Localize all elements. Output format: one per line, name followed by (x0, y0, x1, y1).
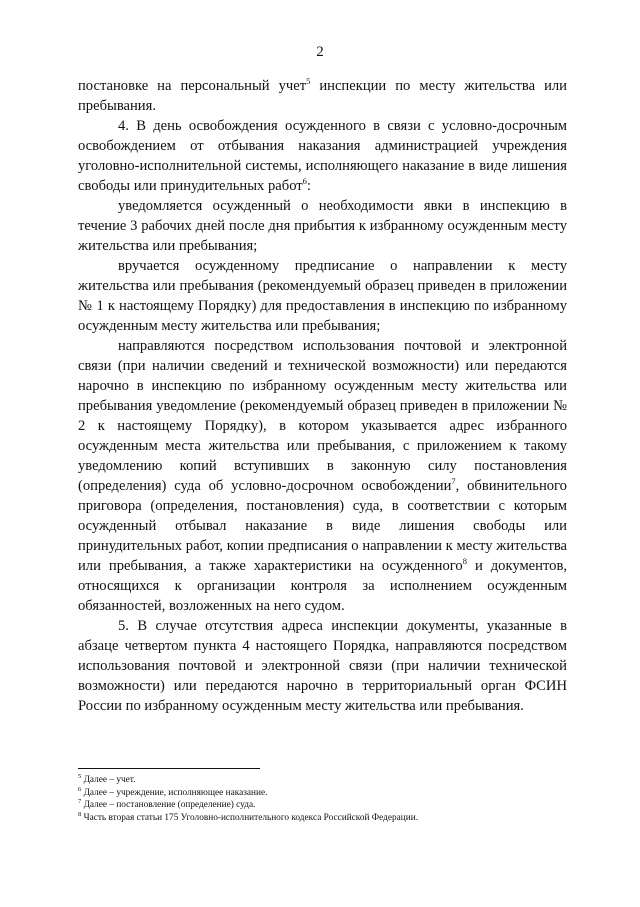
paragraph-text: и документов, относящихся к организации контроля за исполнением осужденным обязанностей, возложенных на него судом. (78, 558, 567, 614)
footnote (78, 774, 567, 787)
paragraph-text: 4. В день освобождения осужденного в связи с условно-досрочным освобождением от отбывания наказания администрацией учреждения уголовно-исполнительной системы, исполняющего наказание в виде лишения свободы или принудительных работ (78, 118, 567, 194)
document-body (78, 76, 567, 716)
paragraph (78, 256, 567, 336)
footnote-number: 7 (78, 797, 82, 805)
paragraph-text: , обвинительного приговора (определения, постановления) суда, в соответствии с которым осужденный отбывал наказание в виде лишения свободы или принудительных работ, копии предписания о направлении к месту жительства или пребывания, а также характеристики на осужденного (78, 478, 567, 574)
paragraph-text: : (306, 178, 311, 194)
footnote-text: Далее – учреждение, исполняющее наказание. (81, 787, 268, 798)
footnote (78, 787, 567, 800)
paragraph (78, 196, 567, 256)
footnote-text: Далее – постановление (определение) суда. (81, 800, 256, 810)
paragraph-text: 5. В случае отсутствия адреса инспекции документы, указанные в абзаце четвертом пункта 4 настоящего Порядка, направляются посредством использования почтовой и электронной связи (при наличии технической возможности) или передаются нарочно в территориальный орган ФСИН России по избранному осужденным месту жительства или пребывания. (78, 618, 567, 714)
paragraph (78, 76, 567, 116)
footnote-number: 5 (78, 772, 82, 780)
footnote-ref: 7 (451, 476, 456, 487)
footnote-divider (78, 768, 260, 769)
footnote (78, 812, 567, 825)
footnote-number: 8 (78, 810, 82, 818)
paragraph-text: инспекции по месту жительства или пребывания. (78, 78, 567, 114)
page-number: 2 (316, 44, 324, 60)
footnote-ref: 6 (302, 176, 307, 187)
footnote-number: 6 (78, 785, 82, 793)
paragraph-text: уведомляется осужденный о необходимости явки в инспекцию в течение 3 рабочих дней после дня прибытия к избранному осужденным месту жительства или пребывания; (78, 198, 567, 254)
paragraph-text: вручается осужденному предписание о направлении к месту жительства или пребывания (рекомендуемый образец приведен в приложении № 1 к настоящему Порядку) для предоставления в инспекцию по избранному осужденным месту жительства или пребывания; (78, 258, 567, 334)
paragraph (78, 616, 567, 716)
footnote-ref: 5 (306, 76, 311, 87)
footnote-text: Часть вторая статьи 175 Уголовно-исполнительного кодекса Российской Федерации. (81, 812, 419, 823)
footnote-ref: 8 (462, 556, 467, 567)
paragraph (78, 116, 567, 196)
footnote-text: Далее – учет. (81, 775, 136, 785)
footnotes (78, 774, 567, 824)
paragraph-text: постановке на персональный учет (78, 78, 307, 94)
paragraph-text: направляются посредством использования почтовой и электронной связи (при наличии сведений и технической возможности) или передаются нарочно в инспекцию по избранному осужденным месту жительства или пребывания уведомление (рекомендуемый образец приведен в приложении № 2 к настоящему Порядку), в котором указывается адрес избранного осужденным места жительства или пребывания, с приложением к такому уведомлению копий вступивших в законную силу постановления (определения) суда об условно-досрочном освобождении (78, 338, 567, 494)
footnote (78, 799, 567, 812)
paragraph (78, 336, 567, 616)
